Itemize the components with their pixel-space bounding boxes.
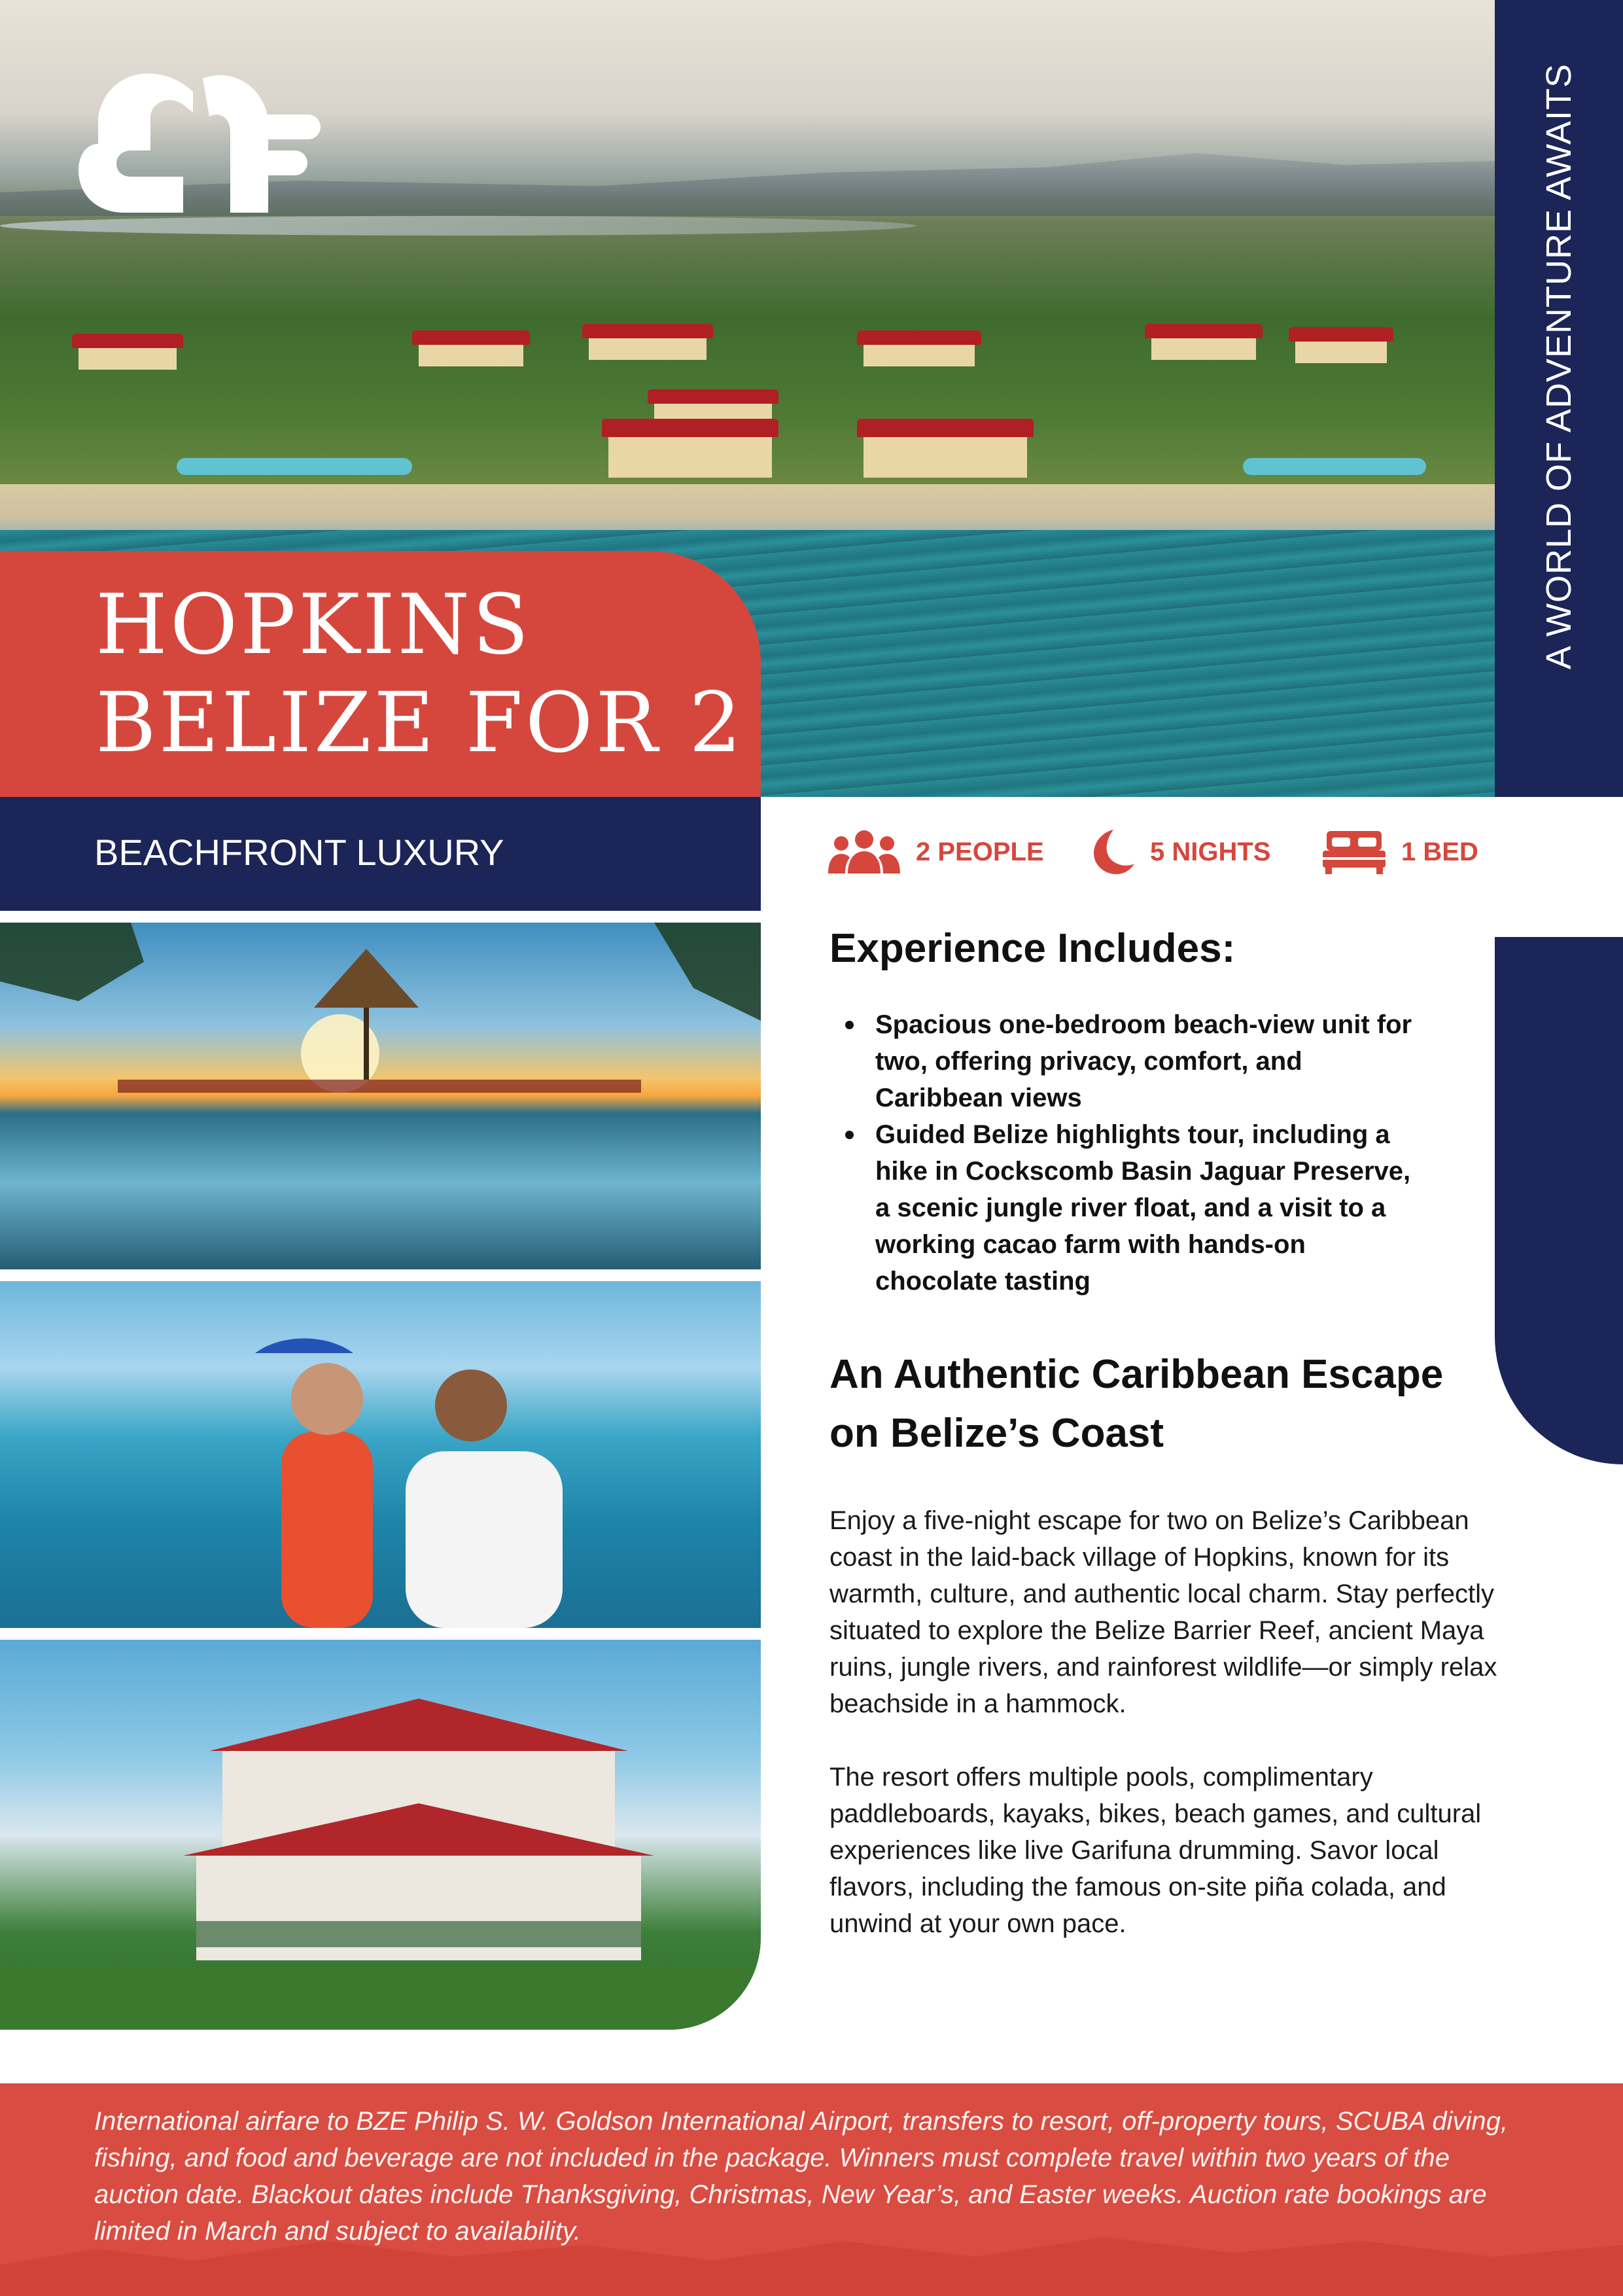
- stat-people-label: 2 PEOPLE: [916, 837, 1044, 866]
- villa: [608, 432, 772, 478]
- side-banner-text: A WORLD OF ADVENTURE AWAITS: [1539, 63, 1579, 670]
- fishing-couple-photo: [0, 1281, 761, 1628]
- stat-people: [828, 826, 1044, 878]
- villa-roof: [857, 330, 981, 345]
- stat-nights: [1087, 826, 1270, 878]
- pool: [1243, 458, 1426, 475]
- villa-roof: [602, 419, 778, 437]
- villa: [864, 432, 1027, 478]
- escape-paragraph: The resort offers multiple pools, complimentary paddleboards, kayaks, bikes, beach games, and cultural experiences like live Garifuna drumming. Savor local flavors, including the famous on-site piña colada, and unwind at your own pace.: [829, 1763, 1482, 1938]
- title-line-1: HOPKINS: [96, 576, 532, 673]
- content-column: [829, 923, 1536, 1942]
- includes-heading: Experience Includes:: [829, 926, 1236, 971]
- hero-beach: [0, 484, 1495, 530]
- sunset-pool-photo: [0, 923, 761, 1269]
- moon-icon: [1087, 828, 1134, 875]
- disclaimer-text: International airfare to BZE Philip S. W. Goldson International Airport, transfers to resort, off-property tours, SCUBA diving, fishing, and food and beverage are not included in the package. Winners must complete travel within two years of the auction date. Blackout dates include Thanksgiving, Christmas, New Year’s, and Easter weeks. Auction rate bookings are limited in March and subject to availability.: [94, 2107, 1508, 2246]
- title-line-2: BELIZE FOR 2: [96, 675, 744, 771]
- villa-roof: [72, 334, 183, 348]
- includes-list: [829, 1006, 1536, 1299]
- brand-logo-icon: [79, 65, 321, 222]
- escape-paragraph: Enjoy a five-night escape for two on Belize’s Caribbean coast in the laid-back village of Hopkins, known for its warmth, culture, and authentic local charm. Stay perfectly situated to explore the Belize Barrier Reef, ancient Maya ruins, jungle rivers, and rainforest wildlife—or simply relax beachside in a hammock.: [829, 1506, 1497, 1718]
- villa-building-photo: [0, 1640, 761, 2030]
- villa-roof: [1289, 327, 1393, 342]
- includes-item: Guided Belize highlights tour, including a hike in Cockscomb Basin Jaguar Preserve, a scenic jungle river float, and a visit to a working cacao farm with hands-on chocolate tasting: [829, 1116, 1418, 1299]
- bed-icon: [1323, 828, 1386, 875]
- villa-roof: [648, 389, 778, 404]
- stat-bed-label: 1 BED: [1401, 837, 1478, 866]
- footer-disclaimer: [0, 2083, 1623, 2296]
- villa-roof: [1145, 324, 1263, 338]
- escape-heading: An Authentic Caribbean Escape on Belize’s Coast: [829, 1352, 1444, 1456]
- subtitle: BEACHFRONT LUXURY: [94, 832, 504, 873]
- stat-nights-label: 5 NIGHTS: [1150, 837, 1271, 866]
- villa-roof: [857, 419, 1034, 437]
- pool: [177, 458, 412, 475]
- villa-roof: [582, 324, 713, 338]
- villa-roof: [412, 330, 530, 345]
- page-title: [96, 576, 744, 772]
- stat-bed: [1323, 826, 1478, 878]
- includes-item: Spacious one-bedroom beach-view unit for two, offering privacy, comfort, and Caribbean views: [829, 1006, 1418, 1116]
- people-icon: [828, 829, 900, 875]
